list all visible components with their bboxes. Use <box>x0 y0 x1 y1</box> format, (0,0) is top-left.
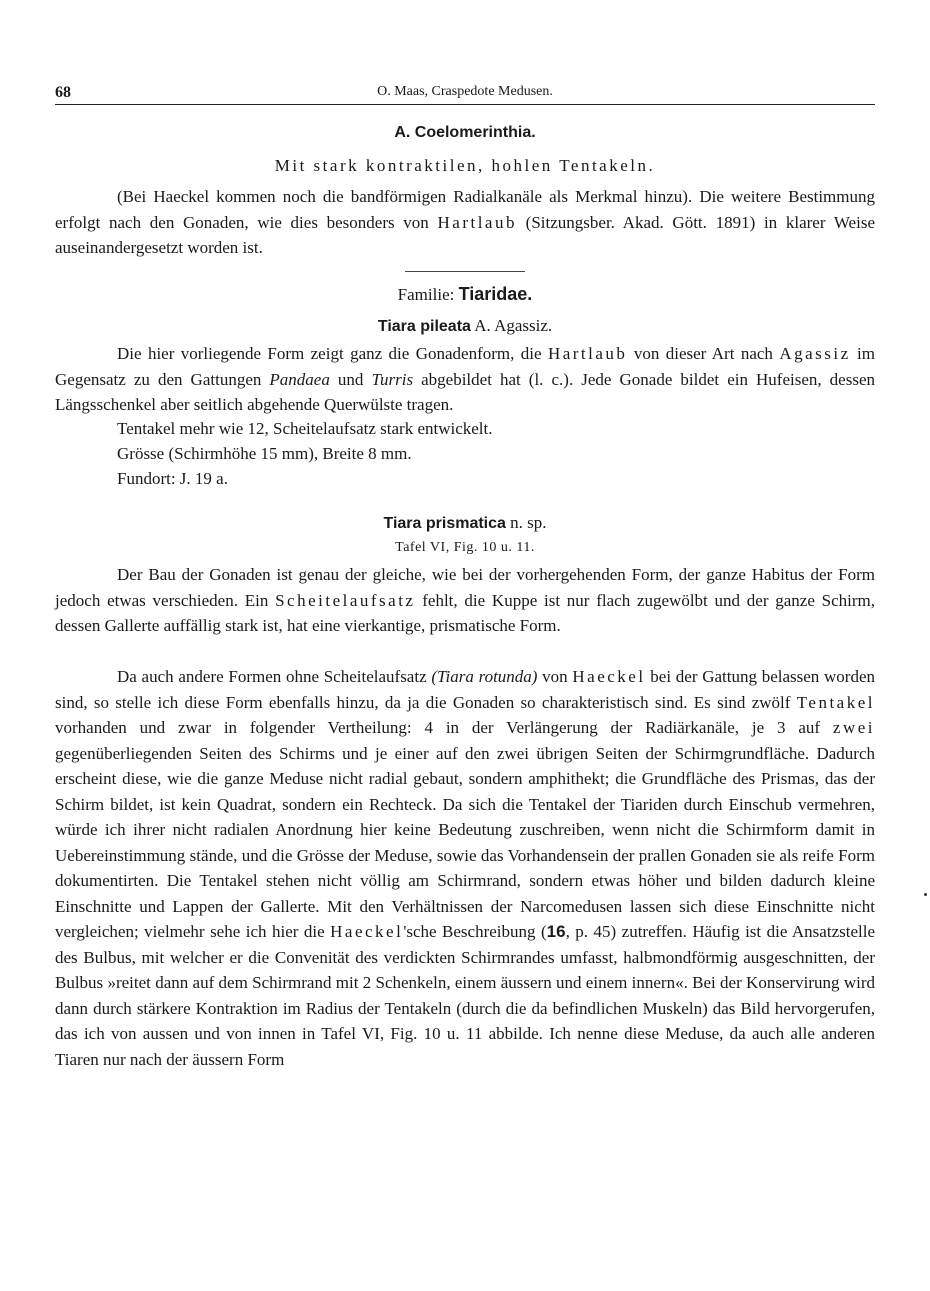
line-tentakel: Tentakel mehr wie 12, Scheitelaufsatz stark entwickelt. <box>117 419 493 438</box>
pileata-text-2: von dieser Art nach <box>627 344 780 363</box>
prismatica-p2-text-5: gegenüberliegenden Seiten des Schirms und je einer auf den zwei übrigen Seiten der Schirmgrundfläche. Dadurch erscheint diese, wie die ganze Meduse nicht radial gebaut, sondern amphithekt; die Grundfläche des Prismas, das der Schirm bildet, ist kein Quadrat, sondern ein Rechteck. Da sich die Tentakel der Tiariden durch Einschub vermehren, würde ich ihrer nicht radialen Anordnung hier keine Bedeutung zuschreiben, wenn nicht die Schirmform damit in Uebereinstimmung stände, und die Grösse der Meduse, sowie das Vorhandensein der prallen Gonaden sie als reife Form dokumentirten. Die Tentakel stehen nicht völlig am Schirmrand, sondern etwas höher und bilden dadurch kleine Einschnitte und Lappen der Gallerte. Mit den Verhältnissen der Narcomedusen lassen sich diese Einschnitte nicht vergleichen; vielmehr sehe ich hier die <box>55 743 875 941</box>
citation-number: 16 <box>546 922 566 941</box>
line-fundort: Fundort: J. 19 a. <box>117 469 228 488</box>
genus-pandaea: Pandaea <box>269 369 330 389</box>
prismatica-p2-zwei: zwei <box>832 718 875 737</box>
prismatica-p2-author-haeckel: Haeckel <box>572 667 646 686</box>
prismatica-p1-text-2: fehlt, die Kuppe ist nur flach zugewölbt und der ganze Schirm, dessen Gallerte auffällig stark ist, hat eine vierkantige, prismatische Form. <box>55 590 875 635</box>
prismatica-p2-text-4: vorhanden und zwar in folgender Vertheilung: 4 in der Verlängerung der Radiärkanäle, je 3 auf <box>55 718 833 737</box>
header-rule <box>55 104 875 105</box>
species-heading-prismatica <box>55 513 875 533</box>
prismatica-paragraph-2 <box>55 664 875 1072</box>
page-header <box>55 84 875 106</box>
section-title: A. Coelomerinthia. <box>394 124 536 141</box>
margin-mark <box>924 893 927 896</box>
species-heading-pileata <box>55 316 875 336</box>
prismatica-p2-text-7: , p. 45) zutreffen. Häufig ist die Ansatzstelle des Bulbus, mit welcher er die Convenität des verdickten Schirmrandes umfasst, halbmondförmig ausgeschnitten, der Bulbus »reitet dann auf dem Schirmrand mit 2 Schenkeln, einem äussern und einem innern«. Bei der Konservirung wird dann durch stärkere Kontraktion im Radius der Tentakeln (durch die da befindlichen Muskeln) das Bild hervorgerufen, das ich von aussen und von innen in Tafel VI, Fig. 10 u. 11 abbilde. Ich nenne diese Meduse, da auch alle anderen Tiaren nur nach der äussern Form <box>55 922 875 1069</box>
plate-reference: Tafel VI, Fig. 10 u. 11. <box>395 540 535 555</box>
prismatica-p1-scheitelaufsatz: Scheitelaufsatz <box>275 590 416 610</box>
pileata-author-agassiz: Agassiz <box>779 344 851 363</box>
prismatica-p2-text-2: von <box>537 667 573 686</box>
prismatica-p2-text-6: 'sche Beschreibung ( <box>403 922 547 941</box>
family-heading <box>55 284 875 305</box>
family-name: Tiaridae. <box>458 284 533 304</box>
pileata-text-3: im Gegensatz zu den Gattungen <box>55 344 875 389</box>
pileata-text-1: Die hier vorliegende Form zeigt ganz die Gonadenform, die <box>117 344 548 363</box>
prismatica-paragraph-1 <box>55 562 875 639</box>
intro-author: Hartlaub <box>437 212 517 232</box>
family-label: Familie: <box>397 285 455 304</box>
section-divider <box>405 271 525 272</box>
prismatica-p2-text-1: Da auch andere Formen ohne Scheitelaufsatz <box>117 667 432 686</box>
intro-paragraph <box>55 184 875 261</box>
species-author-prismatica: n. sp. <box>510 513 547 532</box>
intro-text-1: (Bei Haeckel kommen noch die bandförmigen Radialkanäle als Merkmal hinzu). Die weitere Bestimmung erfolgt nach den Gonaden, wie dies besonders von <box>55 187 875 232</box>
pileata-text-4: und <box>329 369 372 389</box>
prismatica-p1-text-1: Der Bau der Gonaden ist genau der gleiche, wie bei der vorhergehenden Form, der ganze Habitus der Form jedoch etwas verschieden. Ein <box>55 565 875 610</box>
section-subtitle: Mit stark kontraktilen, hohlen Tentakeln. <box>274 156 656 175</box>
line-groesse: Grösse (Schirmhöhe 15 mm), Breite 8 mm. <box>117 444 412 463</box>
pileata-author-hartlaub: Hartlaub <box>547 344 628 363</box>
species-author-pileata: A. Agassiz. <box>474 316 553 335</box>
pileata-paragraph <box>55 341 875 418</box>
species-name-prismatica: Tiara prismatica <box>383 515 506 532</box>
pileata-text-5: abgebildet hat (l. c.). Jede Gonade bildet ein Hufeisen, dessen Längsschenkel aber seitlich abgehende Querwülste tragen. <box>55 369 876 414</box>
running-head: O. Maas, Craspedote Medusen. <box>377 84 553 99</box>
species-name-pileata: Tiara pileata <box>377 318 471 335</box>
page-number: 68 <box>55 84 71 101</box>
species-tiara-rotunda: (Tiara rotunda) <box>431 667 538 686</box>
intro-text-2: (Sitzungsber. Akad. Gött. 1891) in klarer Weise auseinandergesetzt worden ist. <box>55 212 875 257</box>
prismatica-p2-tentakel: Tentakel <box>796 692 875 712</box>
genus-turris: Turris <box>371 369 414 389</box>
prismatica-p2-author-haeckel-2: Haeckel <box>330 922 404 941</box>
prismatica-p2-text-3: bei der Gattung belassen worden sind, so stelle ich diese Form ebenfalls hinzu, da ja die Gonaden so charakteristisch sind. Es sind zwölf <box>55 667 875 712</box>
